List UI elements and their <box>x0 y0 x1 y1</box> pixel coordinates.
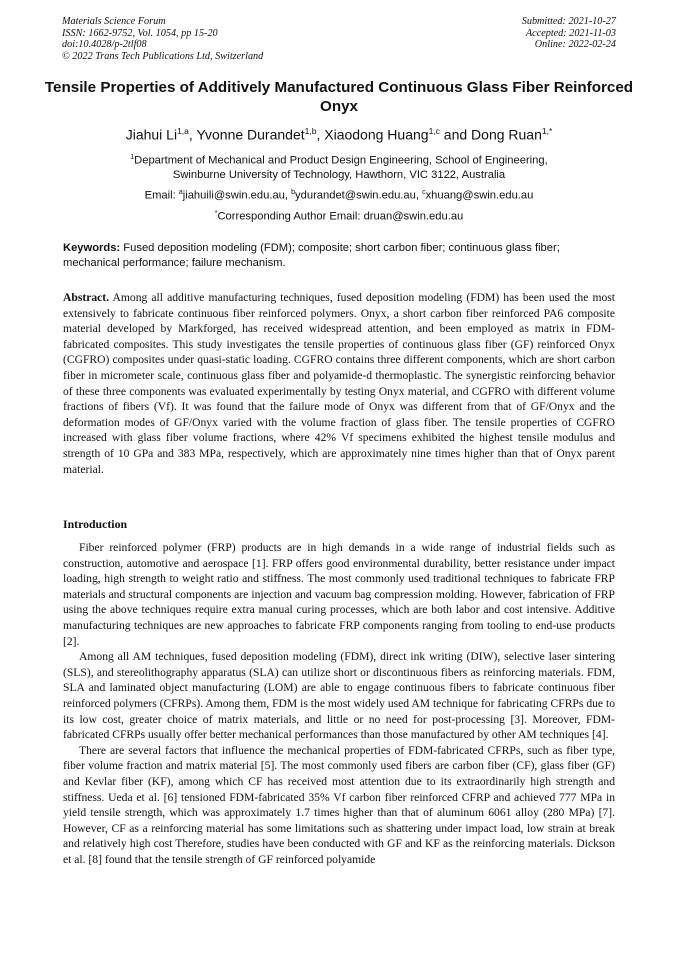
author-sep: , <box>316 126 325 143</box>
keywords <box>63 241 615 270</box>
corresponding-sup: * <box>214 210 218 217</box>
author-emails: Email: $^a$jiahuili@swin.edu.au, $^b$ydurandet@swin.edu.au, $^c$xhuang@swin.edu.au <box>144 189 534 202</box>
email-link[interactable]: jiahuili@swin.edu.au <box>182 189 285 202</box>
author-name: Yvonne Durandet <box>196 126 305 143</box>
abstract-text: Among all additive manufacturing techniques, fused deposition modeling (FDM) has been used the most extensively to fabricate continuous fiber reinforced polymers. Onyx, a short carbon fiber reinforced PA6 composite material developed by Markforged, has received widespread attention, and been employed as matrix in FDM-fabricated composites. This study investigates the tensile properties of continuous glass fiber (GF) reinforced Onyx (CGFRO) composites under quasi-static loading. CGFRO contains three different components, which are short carbon fiber in micrometer scale, continuous glass fiber and polyamide-d thermoplastic. The synergistic reinforcing behavior of these three components was evaluated experimentally by testing Onyx material, and CGFRO with different volume fractions of fibers (Vf). It was found that the failure mode of Onyx was different from that of GF/Onyx and the deformation modes of GF/Onyx varied with the volume fraction of glass fiber. The tensile properties of CGFRO increased with glass fiber volume fractions, where 42% Vf specimens exhibited the highest tensile modulus and strength of 10 GPa and 383 MPa, respectively, which are approximately nine times higher than that of Onyx parent material. <box>63 291 615 476</box>
journal-doi: doi:10.4028/p-2tlf08 <box>62 39 147 51</box>
affiliation-line: Department of Mechanical and Product Design Engineering, School of Engineering, <box>134 154 548 167</box>
email-sup: a <box>178 189 183 196</box>
author-name: Xiaodong Huang <box>324 126 429 143</box>
online-date: Online: 2022-02-24 <box>534 39 616 51</box>
accepted-date: Accepted: 2021-11-03 <box>525 27 616 39</box>
affiliation-sup: 1 <box>130 154 135 161</box>
section-heading: Introduction <box>63 517 128 531</box>
abstract-label: Abstract. <box>63 291 110 304</box>
journal-copyright: © 2022 Trans Tech Publications Ltd, Switzerland <box>62 50 264 62</box>
author-list <box>20 122 658 144</box>
email-link[interactable]: ydurandet@swin.edu.au <box>295 189 416 202</box>
email-sup: c <box>422 189 426 196</box>
abstract <box>63 290 615 477</box>
author-sup: 1,b <box>304 126 317 136</box>
submitted-date: Submitted: 2021-10-27 <box>521 16 616 27</box>
journal-name: Materials Science Forum <box>62 16 166 27</box>
author-name: Jiahui Li <box>125 126 178 143</box>
email-link[interactable]: xhuang@swin.edu.au <box>425 189 534 202</box>
author-sep: , <box>188 126 197 143</box>
introduction-body <box>63 540 615 867</box>
corresponding-text: Corresponding Author Email: druan@swin.edu.au <box>217 210 464 223</box>
paragraph: There are several factors that influence the mechanical properties of FDM-fabricated CFRPs, such as fiber type, fiber volume fraction and matrix material [5]. The most commonly used fibers are carbon fiber (CF), glass fiber (GF) and Kevlar fiber (KF), among which CF has received most attention due to its extraordinarily high strength and stiffness. Ueda et al. [6] tensioned FDM-fabricated 35% Vf carbon fiber reinforced CFRP and achieved 777 MPa in yield tensile strength, which was approximately 1.7 times higher than that of aluminum 6061 alloy (280 MPa) [7]. However, CF as a reinforcing material has some limitations such as shattering under impact load, low strain at break and relatively high cost Therefore, studies have been conducted with GF and KF as the reinforcing materials. Dickson et al. [8] found that the tensile strength of GF reinforced polyamide <box>63 743 615 866</box>
keywords-label: Keywords: <box>63 242 121 254</box>
author-name: Dong Ruan <box>471 126 542 143</box>
email-label: Email: <box>144 189 179 202</box>
author-sup: 1,* <box>541 126 553 136</box>
corresponding-author <box>20 207 658 224</box>
author-sup: 1,c <box>428 126 440 136</box>
email-sup: b <box>291 189 296 196</box>
keywords-text: Fused deposition modeling (FDM); composite; short carbon fiber; continuous glass fiber; mechanical performance; failure mechanism. <box>63 242 560 269</box>
paragraph: Among all AM techniques, fused deposition modeling (FDM), direct ink writing (DIW), selective laser sintering (SLS), and stereolithography apparatus (SLA) can utilize short or discontinuous fibers as reinforcing materials. FDM, SLA and laminated object manufacturing (LOM) are able to engage continuous fibers to fabricate continuous fiber reinforced polymers (CFRPs). Among them, FDM is the most widely used AM technique for fabricating CFRPs due to its low cost, greater choice of matrix materials, and little or no need for post-processing [3]. Moreover, FDM-fabricated CFRPs usually offer better mechanical performances than those manufactured by other AM techniques [4]. <box>63 650 615 742</box>
paper-title: Tensile Properties of Additively Manufactured Continuous Glass Fiber Reinforced Onyx <box>44 79 634 115</box>
journal-info <box>62 16 263 62</box>
author-sep: and <box>439 126 472 143</box>
paragraph: Fiber reinforced polymer (FRP) products are in high demands in a wide range of industrial fields such as construction, automotive and aerospace [1]. FRP offers good environmental durability, better resistance under impact loading, high strength to weight ratio and stiffness. The most commonly used traditional techniques to fabricate FRP materials and structural components are injection and vacuum bag compression molding. However, fabrication of FRP using the above techniques require extra manual curing processes, which are both labor and cost intensive. Additive manufacturing techniques are new approaches to fabricate FRP components ranging from tooling to end-use products [2]. <box>63 541 615 648</box>
affiliation <box>40 151 638 183</box>
affiliation-line: Swinburne University of Technology, Hawthorn, VIC 3122, Australia <box>172 169 506 182</box>
journal-issn: ISSN: 1662-9752, Vol. 1054, pp 15-20 <box>62 27 218 39</box>
author-sup: 1,a <box>177 126 189 136</box>
publication-dates <box>522 16 616 51</box>
